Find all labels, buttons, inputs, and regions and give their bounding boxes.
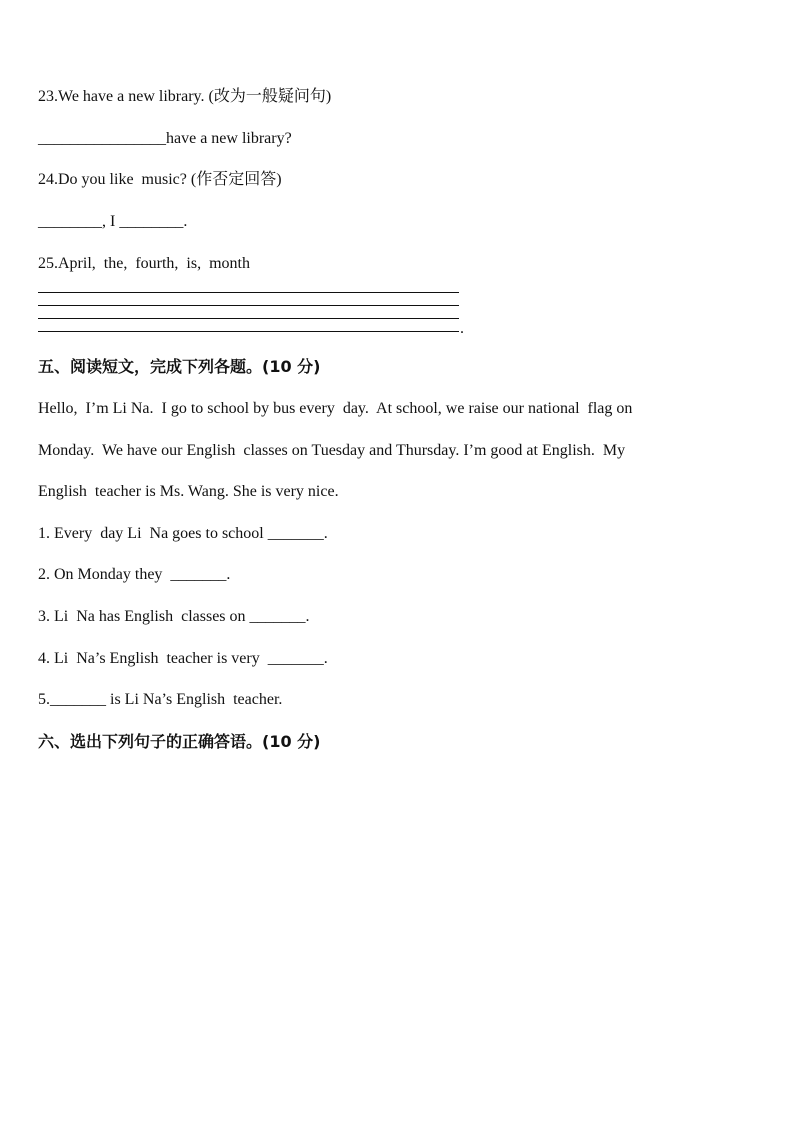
passage-line-2: Monday. We have our English classes on Tuesday and Thursday. I’m good at English. My (38, 442, 626, 459)
reading-item-1: 1. Every day Li Na goes to school _______. (38, 525, 328, 542)
reading-item-4: 4. Li Na’s English teacher is very _______. (38, 650, 328, 667)
question-23: 23.We have a new library. (改为一般疑问句) (38, 88, 332, 105)
reading-item-5: 5._______ is Li Na’s English teacher. (38, 691, 283, 708)
question-23-answer: ________________have a new library? (38, 130, 292, 147)
reading-item-2: 2. On Monday they _______. (38, 566, 231, 583)
passage-line-3: English teacher is Ms. Wang. She is very nice. (38, 483, 339, 500)
question-24-answer: ________, I ________. (38, 213, 188, 230)
reading-item-3: 3. Li Na has English classes on _______. (38, 608, 310, 625)
section-6-heading: 六、选出下列句子的正确答语。(10 分) (38, 732, 321, 751)
answer-rule-2 (38, 305, 459, 306)
section-5-heading: 五、阅读短文，完成下列各题。(10 分) (38, 357, 321, 376)
answer-rule-4 (38, 331, 459, 332)
question-24: 24.Do you like music? (作否定回答) (38, 171, 282, 188)
passage-line-1: Hello, I’m Li Na. I go to school by bus every day. At school, we raise our national flag on (38, 400, 633, 417)
question-25-period: . (460, 320, 464, 337)
answer-rule-3 (38, 318, 459, 319)
answer-rule-1 (38, 292, 459, 293)
question-25: 25.April, the, fourth, is, month (38, 255, 250, 272)
